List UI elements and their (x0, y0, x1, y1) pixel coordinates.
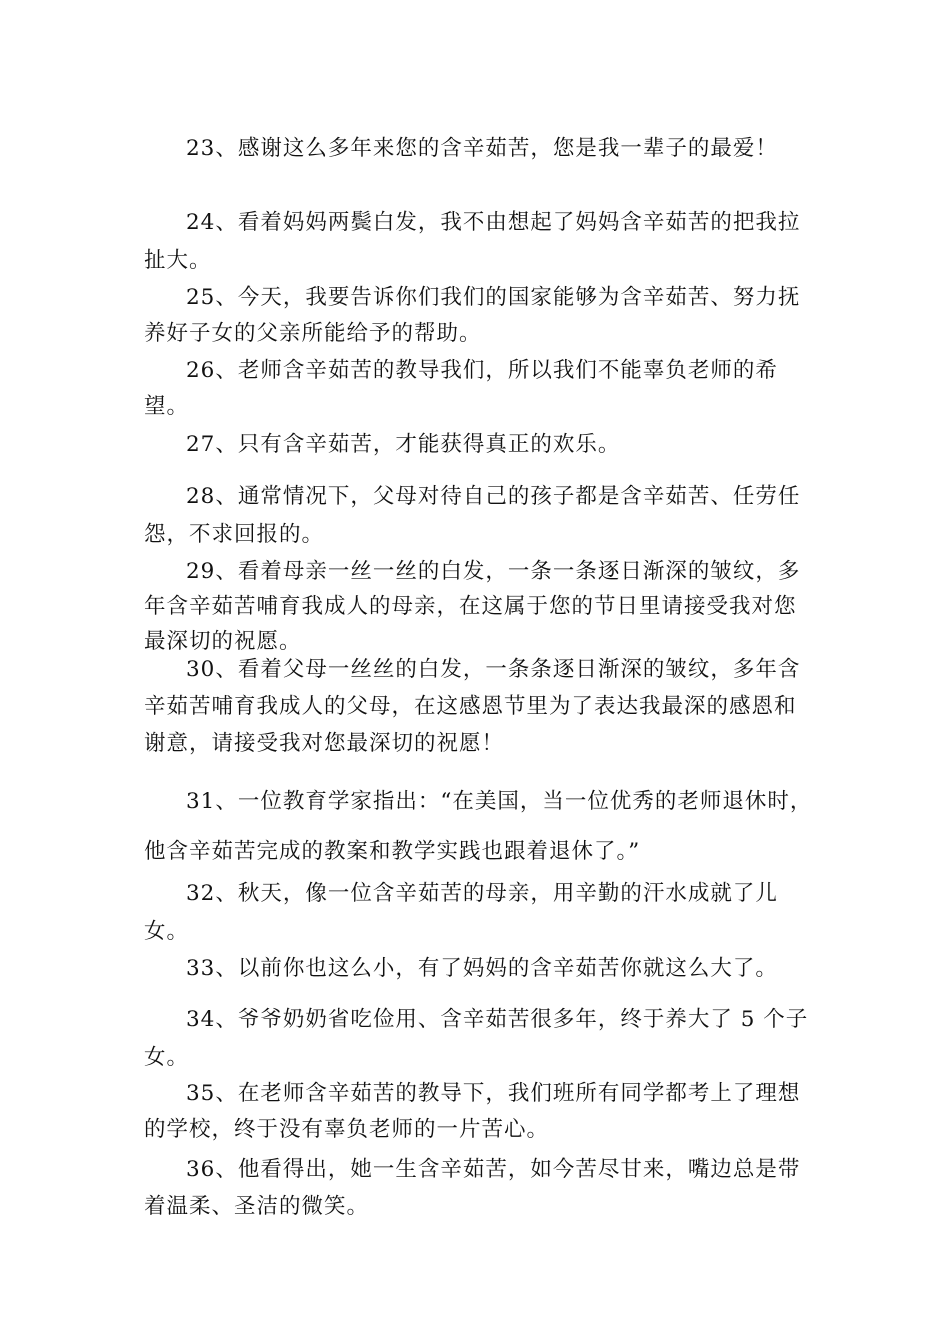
paragraph-27: 27、只有含辛茹苦，才能获得真正的欢乐。 (186, 432, 621, 457)
paragraph-30: 30、看着父母一丝丝的白发，一条条逐日渐深的皱纹，多年含辛茹苦哺育我成人的父母，在这感恩节里为了表达我最深的感恩和谢意，请接受我对您最深切的祝愿！ (144, 657, 801, 756)
paragraph-35: 35、在老师含辛茹苦的教导下，我们班所有同学都考上了理想的学校，终于没有辜负老师的一片苦心。 (144, 1081, 801, 1142)
paragraph-25: 25、今天，我要告诉你们我们的国家能够为含辛茹苦、努力抚养好子女的父亲所能给予的帮助。 (144, 285, 801, 346)
paragraph-33: 33、以前你也这么小，有了妈妈的含辛茹苦你就这么大了。 (186, 956, 778, 981)
paragraph-29: 29、看着母亲一丝一丝的白发，一条一条逐日渐深的皱纹，多年含辛茹苦哺育我成人的母亲，在这属于您的节日里请接受我对您最深切的祝愿。 (144, 559, 801, 654)
paragraph-28: 28、通常情况下，父母对待自己的孩子都是含辛茹苦、任劳任怨，不求回报的。 (144, 484, 801, 547)
paragraph-24: 24、看着妈妈两鬓白发，我不由想起了妈妈含辛茹苦的把我拉扯大。 (144, 210, 801, 273)
paragraph-31: 31、一位教育学家指出：“在美国，当一位优秀的老师退休时，他含辛茹苦完成的教案和教学实践也跟着退休了。” (144, 789, 813, 864)
paragraph-34: 34、爷爷奶奶省吃俭用、含辛茹苦很多年，终于养大了 5 个子女。 (144, 1007, 809, 1070)
paragraph-23: 23、感谢这么多年来您的含辛茹苦，您是我一辈子的最爱！ (186, 136, 778, 161)
paragraph-36: 36、他看得出，她一生含辛茹苦，如今苦尽甘来，嘴边总是带着温柔、圣洁的微笑。 (144, 1157, 801, 1219)
paragraph-32: 32、秋天，像一位含辛茹苦的母亲，用辛勤的汗水成就了儿女。 (144, 881, 778, 944)
paragraph-26: 26、老师含辛茹苦的教导我们，所以我们不能辜负老师的希望。 (144, 358, 778, 419)
